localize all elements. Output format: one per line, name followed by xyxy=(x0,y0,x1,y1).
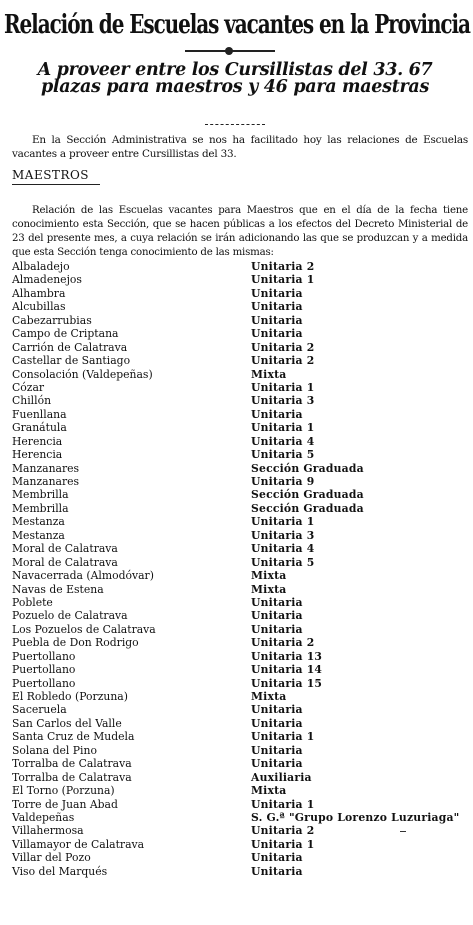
school-row xyxy=(12,596,472,609)
school-town: Valdepeñas xyxy=(12,810,75,824)
school-town: Puertollano xyxy=(12,676,76,690)
school-town: Saceruela xyxy=(12,703,67,717)
school-row xyxy=(12,542,472,555)
school-type: Unitaria 1 xyxy=(251,730,315,744)
school-town: Villahermosa xyxy=(12,824,84,838)
school-row xyxy=(12,717,472,730)
school-town: Alcubillas xyxy=(12,300,66,314)
school-town: Torre de Juan Abad xyxy=(12,797,118,811)
schools-list xyxy=(12,260,472,878)
school-row xyxy=(12,851,472,864)
school-town: Manzanares xyxy=(12,461,80,475)
school-type: Unitaria xyxy=(251,716,303,730)
school-row xyxy=(12,515,472,528)
school-type: Unitaria 3 xyxy=(251,528,315,542)
school-row xyxy=(12,623,472,636)
school-type: Mixta xyxy=(251,569,287,583)
school-type: Unitaria 2 xyxy=(251,354,315,368)
school-type: Unitaria 2 xyxy=(251,636,315,650)
school-type: S. G.ª "Grupo Lorenzo Luzuriaga" xyxy=(251,810,460,824)
school-type: Unitaria 13 xyxy=(251,649,323,663)
section-paragraph: Relación de las Escuelas vacantes para Maestros que en el día de la fecha tiene conocimiento esta Sección, que se hacen públicas a los efectos del Decreto Ministerial de 23 del presente mes, a cuya relación se irán adicionando las que se produzcan y a medida que esta Sección tenga conocimiento de las mismas: xyxy=(12,205,468,258)
school-town: Navacerrada (Almodóvar) xyxy=(12,569,154,583)
school-town: Pozuelo de Calatrava xyxy=(12,609,128,623)
school-type: Unitaria 2 xyxy=(251,340,315,354)
school-town: Castellar de Santiago xyxy=(12,354,131,368)
school-type: Mixta xyxy=(251,582,287,596)
school-type: Unitaria xyxy=(251,286,303,300)
section-title: MAESTROS xyxy=(12,168,90,182)
school-row xyxy=(12,435,472,448)
school-row xyxy=(12,394,472,407)
school-type: Unitaria xyxy=(251,609,303,623)
school-type: Unitaria 5 xyxy=(251,448,315,462)
school-row xyxy=(12,838,472,851)
school-row xyxy=(12,609,472,622)
school-type: Unitaria 9 xyxy=(251,475,315,488)
school-type: Unitaria 1 xyxy=(251,273,315,287)
school-row xyxy=(12,703,472,716)
school-row xyxy=(12,583,472,596)
school-row xyxy=(12,327,472,340)
school-row xyxy=(12,784,472,797)
school-town: Villamayor de Calatrava xyxy=(12,837,145,851)
school-type: Unitaria xyxy=(251,595,303,609)
school-row xyxy=(12,677,472,690)
school-type: Mixta xyxy=(251,367,287,381)
school-row xyxy=(12,381,472,394)
school-row xyxy=(12,865,472,878)
school-row xyxy=(12,300,472,313)
school-row xyxy=(12,757,472,770)
school-row xyxy=(12,368,472,381)
school-row xyxy=(12,744,472,757)
school-type: Sección Graduada xyxy=(251,461,364,475)
subheadline: A proveer entre los Cursillistas del 33. 67 plazas para maestros y 46 para maestras xyxy=(37,60,433,97)
school-town: Albaladejo xyxy=(12,260,70,273)
school-row xyxy=(12,650,472,663)
school-row xyxy=(12,341,472,354)
school-town: Cózar xyxy=(12,380,45,394)
school-type: Unitaria xyxy=(251,300,303,314)
school-row xyxy=(12,421,472,434)
school-town: El Robledo (Porzuna) xyxy=(12,690,128,703)
school-town: Navas de Estena xyxy=(12,582,104,596)
school-town: Torralba de Calatrava xyxy=(12,757,132,771)
school-town: Moral de Calatrava xyxy=(12,542,118,556)
school-row xyxy=(12,811,472,824)
school-type: Unitaria xyxy=(251,313,303,327)
headline: Relación de Escuelas vacantes en la Provincia xyxy=(4,10,470,40)
school-row xyxy=(12,569,472,582)
school-type: Unitaria 5 xyxy=(251,555,315,569)
school-type: Unitaria xyxy=(251,327,303,341)
school-type: Unitaria 1 xyxy=(251,421,315,435)
ornament-rule-small xyxy=(205,124,265,126)
school-row xyxy=(12,408,472,421)
school-town: Puertollano xyxy=(12,663,76,677)
school-type: Sección Graduada xyxy=(251,488,364,502)
school-row xyxy=(12,260,472,273)
school-row xyxy=(12,354,472,367)
school-type: Unitaria xyxy=(251,703,303,717)
school-row xyxy=(12,475,472,488)
school-town: Villar del Pozo xyxy=(12,851,91,865)
school-type: Unitaria 4 xyxy=(251,542,315,556)
school-town: Herencia xyxy=(12,434,63,448)
school-type: Unitaria 1 xyxy=(251,515,315,529)
school-town: Carrión de Calatrava xyxy=(12,340,128,354)
school-town: Cabezarrubias xyxy=(12,313,92,327)
school-type: Unitaria 14 xyxy=(251,663,323,677)
school-town: Puebla de Don Rodrigo xyxy=(12,636,139,650)
school-type: Unitaria 1 xyxy=(251,797,315,811)
school-row xyxy=(12,488,472,501)
school-town: Chillón xyxy=(12,394,52,408)
school-town: Mestanza xyxy=(12,528,65,542)
school-row xyxy=(12,529,472,542)
school-type: Mixta xyxy=(251,784,287,798)
school-type: Unitaria xyxy=(251,743,303,757)
school-town: Granátula xyxy=(12,421,67,435)
school-type: Unitaria xyxy=(251,851,303,865)
school-town: Herencia xyxy=(12,448,63,462)
school-type: Unitaria 1 xyxy=(251,380,315,394)
school-row xyxy=(12,636,472,649)
intro-paragraph: En la Sección Administrativa se nos ha facilitado hoy las relaciones de Escuelas vacantes a proveer entre Cursillistas del 33. xyxy=(12,134,468,160)
school-town: Torralba de Calatrava xyxy=(12,770,132,784)
school-town: Consolación (Valdepeñas) xyxy=(12,367,153,381)
school-town: Mestanza xyxy=(12,515,65,529)
school-type: Unitaria xyxy=(251,864,303,878)
school-town: Membrilla xyxy=(12,488,69,502)
school-town: Alhambra xyxy=(12,286,66,300)
school-town: Almadenejos xyxy=(12,273,82,287)
school-row xyxy=(12,273,472,286)
school-type: Unitaria 2 xyxy=(251,824,315,838)
school-type: Unitaria 15 xyxy=(251,676,323,690)
school-type: Mixta xyxy=(251,690,287,703)
school-town: Los Pozuelos de Calatrava xyxy=(12,622,156,636)
ornament-rule-top xyxy=(185,50,275,52)
school-type: Unitaria 4 xyxy=(251,434,315,448)
school-row xyxy=(12,314,472,327)
school-row xyxy=(12,462,472,475)
section-title-underline xyxy=(12,184,100,185)
school-town: Moral de Calatrava xyxy=(12,555,118,569)
school-row xyxy=(12,771,472,784)
school-type: Auxiliaria xyxy=(251,770,312,784)
school-town: Viso del Marqués xyxy=(12,864,108,878)
school-row xyxy=(12,690,472,703)
school-type: Unitaria 3 xyxy=(251,394,315,408)
school-type: Unitaria 1 xyxy=(251,837,315,851)
school-row xyxy=(12,798,472,811)
school-town: Membrilla xyxy=(12,501,69,515)
school-town: Puertollano xyxy=(12,649,76,663)
school-type: Unitaria xyxy=(251,622,303,636)
school-town: Campo de Criptana xyxy=(12,327,119,341)
school-town: Solana del Pino xyxy=(12,743,97,757)
school-town: Poblete xyxy=(12,595,53,609)
school-row xyxy=(12,448,472,461)
school-town: Manzanares xyxy=(12,475,80,488)
stray-mark xyxy=(400,831,406,832)
school-row xyxy=(12,556,472,569)
school-type: Unitaria 2 xyxy=(251,260,315,273)
school-row xyxy=(12,730,472,743)
school-type: Unitaria xyxy=(251,407,303,421)
school-type: Sección Graduada xyxy=(251,501,364,515)
school-row xyxy=(12,287,472,300)
school-row xyxy=(12,502,472,515)
school-town: San Carlos del Valle xyxy=(12,716,122,730)
school-type: Unitaria xyxy=(251,757,303,771)
school-row xyxy=(12,663,472,676)
school-town: El Torno (Porzuna) xyxy=(12,784,115,798)
school-town: Santa Cruz de Mudela xyxy=(12,730,135,744)
school-town: Fuenllana xyxy=(12,407,67,421)
